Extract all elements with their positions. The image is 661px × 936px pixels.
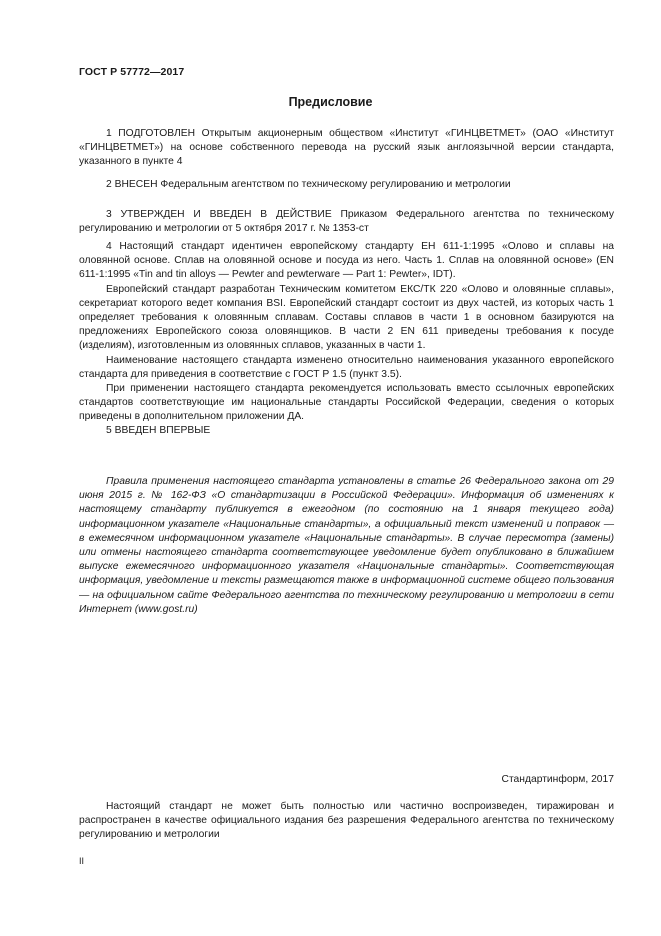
section-5 xyxy=(79,424,614,438)
section-5-text: 5 ВВЕДЕН ВПЕРВЫЕ xyxy=(106,425,211,436)
section-2-text: 2 ВНЕСЕН Федеральным агентством по техническому регулированию и метрологии xyxy=(106,179,511,190)
section-4 xyxy=(79,240,614,425)
section-4-paragraph-2: Европейский стандарт разработан Техническим комитетом ЕКС/ТК 220 «Олово и оловянные сплавы», секретариат которого ведет компания BSI. Европейский стандарт состоит из двух частей, из которых часть 1 определяет требования к оловянным сплавам. Составы сплавов в части 1 в основном базируются на предложениях Европейского союза оловянщиков. В части 2 EN 611 приведены требования к посуде (изделиям), изготовленным из оловянных сплавов, указанных в части 1. xyxy=(79,283,614,352)
publisher-line: Стандартинформ, 2017 xyxy=(501,774,614,785)
page-number: II xyxy=(79,856,85,866)
section-1 xyxy=(79,127,614,170)
section-4-paragraph-4: При применении настоящего стандарта рекомендуется использовать вместо ссылочных европейских стандартов соответствующие им национальные стандарты Российской Федерации, сведения о которых приведены в дополнительном приложении ДА. xyxy=(79,383,614,423)
document-header: ГОСТ Р 57772—2017 xyxy=(79,66,185,78)
application-rules-notice: Правила применения настоящего стандарта установлены в статье 26 Федерального закона от 29 июня 2015 г. № 162-ФЗ «О стандартизации в Российской Федерации». Информация об изменениях к настоящему стандарту публикуется в ежегодном (по состоянию на 1 января текущего года) информационном указателе «Национальные стандарты», а официальный текст изменений и поправок — в ежемесячном информационном указателе «Национальные стандарты». В случае пересмотра (замены) или отмены настоящего стандарта соответствующее уведомление будет опубликовано в ближайшем выпуске ежемесячного информационного указателя «Национальные стандарты». Соответствующая информация, уведомление и тексты размещаются также в информационной системе общего пользования — на официальном сайте Федерального агентства по техническому регулированию и метрологии в сети Интернет (www.gost.ru) xyxy=(79,476,614,615)
section-4-paragraph-3: Наименование настоящего стандарта изменено относительно наименования указанного европейского стандарта для приведения в соответствие с ГОСТ Р 1.5 (пункт 3.5). xyxy=(79,354,614,380)
section-2 xyxy=(79,178,614,192)
section-1-text: 1 ПОДГОТОВЛЕН Открытым акционерным обществом «Институт «ГИНЦВЕТМЕТ» (ОАО «Институт «ГИНЦВЕТМЕТ») на основе собственного перевода на русский язык англоязычной версии стандарта, указанного в пункте 4 xyxy=(79,128,614,168)
section-3-text: 3 УТВЕРЖДЕН И ВВЕДЕН В ДЕЙСТВИЕ Приказом Федерального агентства по техническому регулированию и метрологии от 5 октября 2017 г. № 1353-ст xyxy=(79,209,614,235)
copyright-notice: Настоящий стандарт не может быть полностью или частично воспроизведен, тиражирован и распространен в качестве официального издания без разрешения Федерального агентства по техническому регулированию и метрологии xyxy=(79,801,614,841)
section-4-paragraph-1: 4 Настоящий стандарт идентичен европейскому стандарту ЕН 611-1:1995 «Олово и сплавы на оловянной основе. Сплав на оловянной основе и посуда из него. Часть 1. Сплав на оловянной основе» (EN 611-1:1995 «Tin and tin alloys — Pewter and pewterware — Part 1: Pewter», IDT). xyxy=(79,241,614,281)
preface-title: Предисловие xyxy=(288,95,373,109)
section-3 xyxy=(79,208,614,236)
